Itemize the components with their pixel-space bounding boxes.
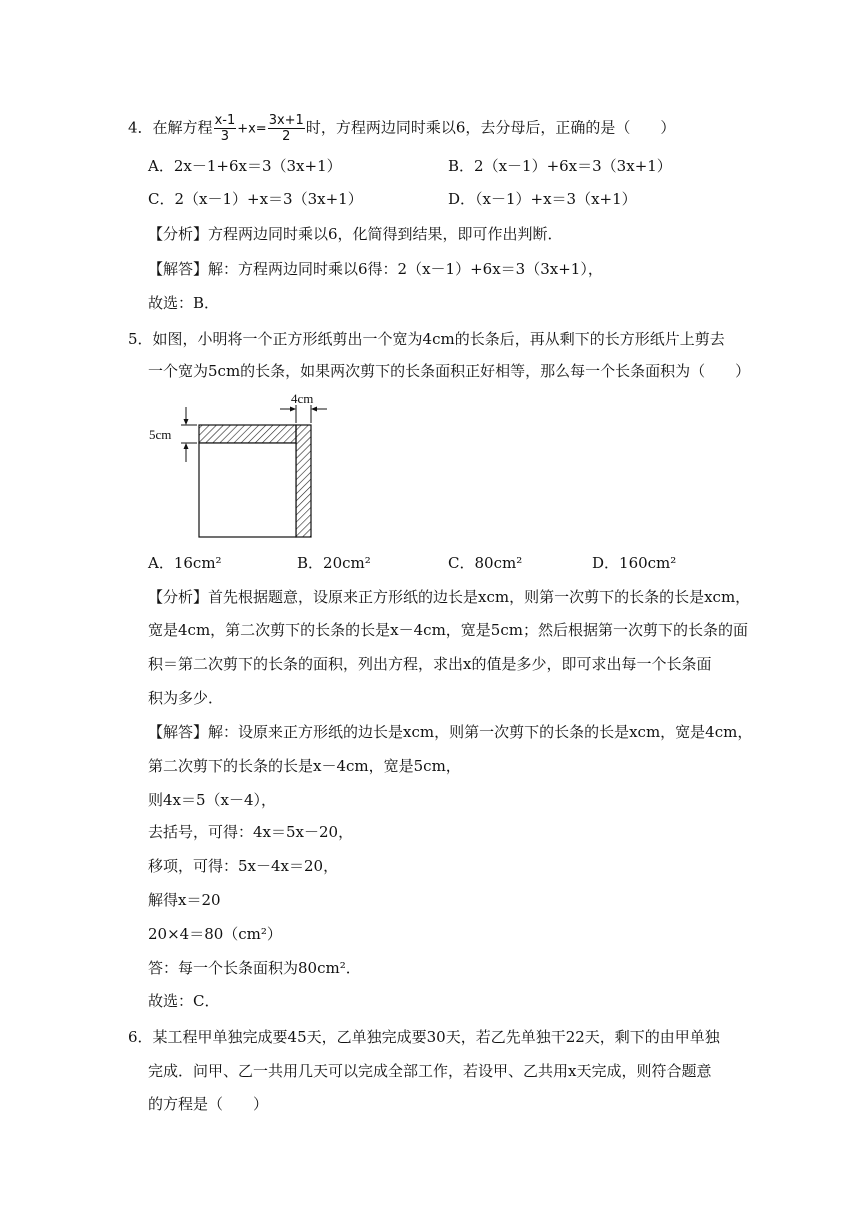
q5-solution-line-5: 移项，可得：5x－4x＝20， xyxy=(148,857,339,875)
fraction-denominator: 3 xyxy=(220,129,230,144)
option-d: D．160cm² xyxy=(592,554,677,572)
option-b: B．20cm² xyxy=(297,554,371,572)
q5-analysis-line-2: 宽是4cm，第二次剪下的长条的长是x－4cm，宽是5cm；然后根据第一次剪下的长条的面 xyxy=(148,621,748,639)
fraction-1 xyxy=(214,113,237,144)
q4-answer: 【解答】解：方程两边同时乘以6得：2（x－1）+6x＝3（3x+1）， xyxy=(148,260,603,278)
fraction-numerator: x-1 xyxy=(214,113,236,128)
q5-stem-text-1: 如图，小明将一个正方形纸剪出一个宽为4cm的长条后，再从剩下的长方形纸片上剪去 xyxy=(152,330,725,348)
option-c: C．80cm² xyxy=(448,554,523,572)
q4-choice: 故选：B． xyxy=(148,294,220,312)
q5-analysis-line-4: 积为多少． xyxy=(148,689,224,707)
equation-middle: +x= xyxy=(237,121,267,137)
q5-solution-line-8: 答：每一个长条面积为80cm²． xyxy=(148,959,361,977)
q6-stem-line-2: 完成．问甲、乙一共用几天可以完成全部工作，若设甲、乙共用x天完成，则符合题意 xyxy=(148,1062,712,1080)
question-number: 4． xyxy=(128,118,153,137)
q4-stem-prefix: 在解方程 xyxy=(152,118,213,137)
right-strip xyxy=(296,425,311,537)
q5-solution-line-6: 解得x＝20 xyxy=(148,891,221,909)
q5-analysis-line-3: 积＝第二次剪下的长条的面积，列出方程，求出x的值是多少，即可求出每一个长条面 xyxy=(148,655,712,673)
q4-stem xyxy=(128,113,675,144)
q4-stem-suffix: 时，方程两边同时乘以6，去分母后，正确的是（ ） xyxy=(305,118,676,137)
q5-solution-line-2: 第二次剪下的长条的长是x－4cm，宽是5cm， xyxy=(148,757,461,775)
option-a: A．16cm² xyxy=(148,554,222,572)
fraction-2 xyxy=(268,113,305,144)
remaining-square xyxy=(199,443,296,537)
q6-stem-text-1: 某工程甲单独完成要45天，乙单独完成要30天，若乙先单独干22天，剩下的由甲单独 xyxy=(152,1028,720,1046)
dimension-label-5cm: 5cm xyxy=(149,427,172,442)
q6-stem-line-3: 的方程是（ ） xyxy=(148,1095,269,1113)
option-c: C．2（x－1）+x＝3（3x+1） xyxy=(148,190,363,208)
q5-stem-line-1 xyxy=(128,329,725,349)
fraction-denominator: 2 xyxy=(282,129,291,144)
q5-stem-line-2: 一个宽为5cm的长条，如果两次剪下的长条面积正好相等，那么每一个长条面积为（ ） xyxy=(148,362,751,380)
strip-cutting-figure xyxy=(145,390,335,570)
dimension-label-4cm: 4cm xyxy=(291,391,314,406)
q5-analysis-line-1: 【分析】首先根据题意，设原来正方形纸的边长是xcm，则第一次剪下的长条的长是xcm， xyxy=(148,588,751,606)
option-d: D．（x－1）+x＝3（x+1） xyxy=(448,190,637,208)
option-b: B．2（x－1）+6x＝3（3x+1） xyxy=(448,157,672,175)
fraction-numerator: 3x+1 xyxy=(268,113,304,128)
q5-solution-line-9: 故选：C． xyxy=(148,992,220,1010)
q6-stem-line-1 xyxy=(128,1027,720,1047)
question-number: 5． xyxy=(128,330,153,348)
q5-solution-line-3: 则4x＝5（x－4）， xyxy=(148,791,277,809)
option-a: A．2x－1+6x＝3（3x+1） xyxy=(148,157,342,175)
question-number: 6． xyxy=(128,1028,153,1046)
q4-analysis: 【分析】方程两边同时乘以6，化简得到结果，即可作出判断． xyxy=(148,225,563,243)
q5-solution-line-7: 20×4＝80（cm²） xyxy=(148,925,282,943)
q5-solution-line-1: 【解答】解：设原来正方形纸的边长是xcm，则第一次剪下的长条的长是xcm，宽是4cm， xyxy=(148,723,753,741)
top-strip xyxy=(199,425,296,443)
q5-solution-line-4: 去括号，可得：4x＝5x－20， xyxy=(148,823,354,841)
